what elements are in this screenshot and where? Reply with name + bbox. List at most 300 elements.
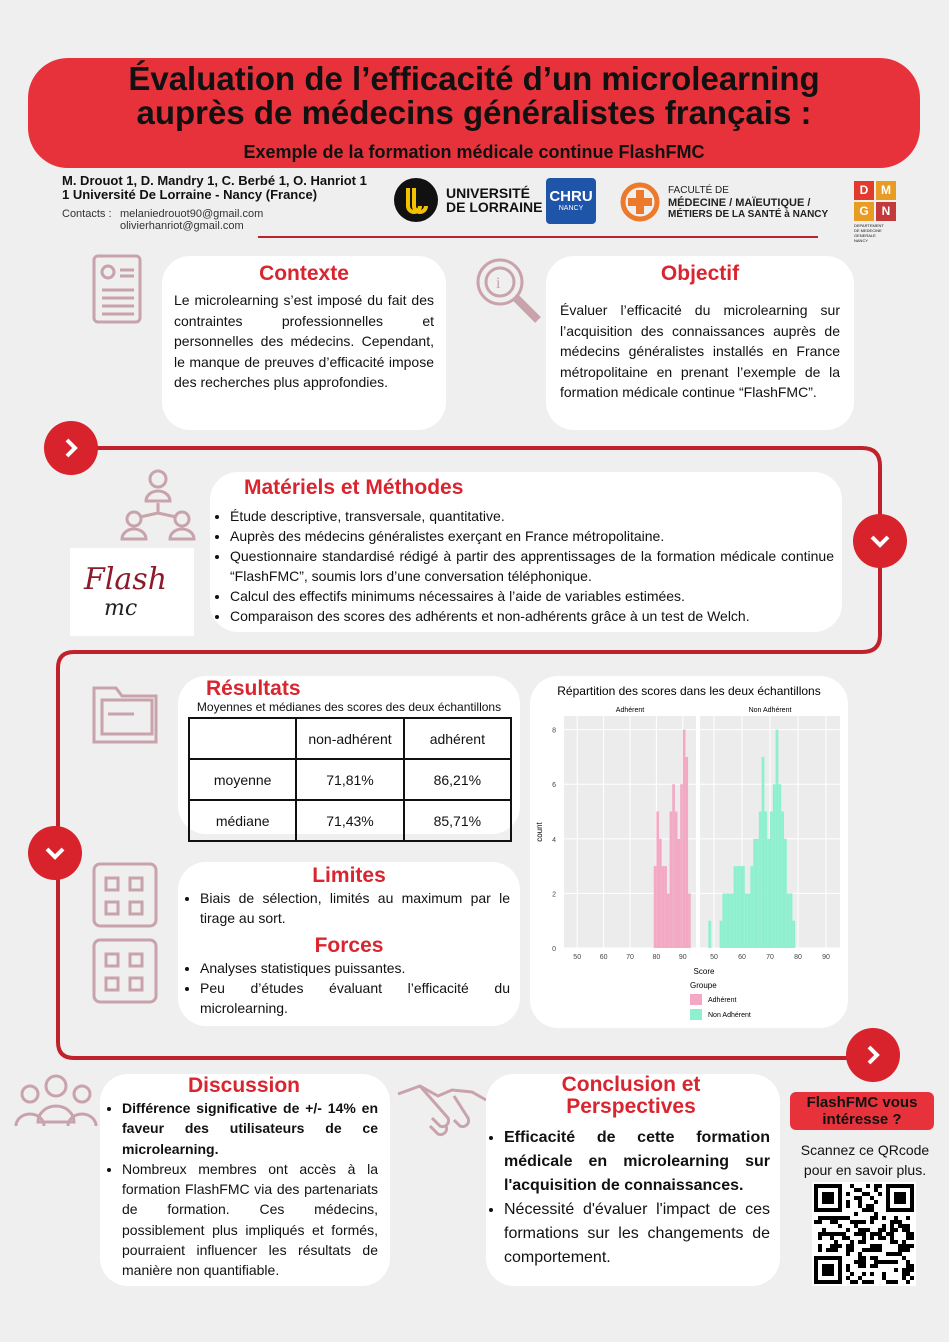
contacts-label: Contacts : [62, 208, 112, 220]
qr-module [826, 1216, 830, 1220]
qr-module [814, 1220, 818, 1224]
qr-module [830, 1232, 834, 1236]
qr-module [854, 1224, 858, 1228]
qr-module [902, 1240, 906, 1244]
dmgn-letter-n: N [876, 202, 896, 221]
qr-module [846, 1244, 850, 1248]
methodes-item: • Auprès des médecins généralistes exerçant en France métropolitaine. [230, 526, 834, 546]
legend-label: Non Adhérent [708, 1012, 751, 1019]
qr-module [838, 1224, 842, 1228]
qr-module [818, 1216, 822, 1220]
qr-module [874, 1200, 878, 1204]
chevron-right-icon [44, 421, 98, 475]
dmgn-letter-m: M [876, 181, 896, 200]
qr-module [846, 1252, 850, 1256]
qr-module [858, 1228, 862, 1232]
histogram-bar [685, 757, 688, 948]
resultats-caption: Moyennes et médianes des scores des deux échantillons [196, 700, 502, 714]
contact-email-2[interactable]: olivierhanriot@gmail.com [120, 220, 244, 232]
y-tick-label: 4 [552, 836, 556, 844]
qr-module [846, 1264, 850, 1268]
qr-module [870, 1204, 874, 1208]
qr-module [818, 1220, 822, 1224]
qr-module [882, 1216, 886, 1220]
qr-module [818, 1244, 822, 1248]
qr-module [890, 1236, 894, 1240]
qr-module [822, 1232, 826, 1236]
qr-module [870, 1216, 874, 1220]
histogram-bar [767, 839, 770, 948]
facet-label: Non Adhérent [748, 707, 792, 714]
qr-module [834, 1232, 838, 1236]
qr-module [850, 1272, 854, 1276]
qr-module [894, 1216, 898, 1220]
qr-module [894, 1252, 898, 1256]
faculty-line-2: MÉDECINE / MAÏEUTIQUE / [668, 197, 811, 209]
qr-code[interactable] [812, 1182, 916, 1286]
limites-forces-card [178, 862, 520, 1026]
conclusion-item: • Nécessité d'évaluer l'impact de ces formations sur les changements de comportement. [504, 1198, 770, 1270]
qr-module [906, 1280, 910, 1284]
histogram-bar [667, 893, 670, 948]
qr-module [854, 1220, 858, 1224]
discussion-item: • Nombreux membres ont accès à la formation FlashFMC via des partenariats de formation. Ces médecins, possiblement plus impliqués et formés, pourraient influencer les résultats de manière non quantifiable. [122, 1159, 378, 1281]
methodes-item: • Calcul des effectifs minimums nécessaires à l’aide de variables estimées. [230, 586, 834, 606]
qr-module [830, 1236, 834, 1240]
qr-module [890, 1232, 894, 1236]
qr-module [858, 1256, 862, 1260]
qr-module [858, 1232, 862, 1236]
qr-module [854, 1260, 858, 1264]
qr-module [862, 1272, 866, 1276]
x-tick-label: 70 [766, 954, 774, 961]
qr-module [834, 1240, 838, 1244]
histogram-bar [662, 866, 665, 948]
qr-module [874, 1260, 878, 1264]
qr-module [878, 1232, 882, 1236]
chart-title: Répartition des scores dans les deux échantillons [557, 684, 821, 698]
qr-module [894, 1228, 898, 1232]
qr-module [870, 1264, 874, 1268]
poster-subtitle: Exemple de la formation médicale continue FlashFMC [243, 142, 705, 162]
qr-module [890, 1280, 894, 1284]
qr-module [906, 1232, 910, 1236]
histogram-bar [670, 812, 673, 948]
dmgn-letter-d: D [854, 181, 874, 200]
x-tick-label: 90 [822, 954, 830, 961]
qr-module [862, 1248, 866, 1252]
qr-module [846, 1216, 850, 1220]
qr-module [858, 1204, 862, 1208]
qr-module [838, 1244, 842, 1248]
histogram-bar [792, 921, 795, 948]
table-corner-cell [189, 718, 296, 759]
table-row-label: moyenne [189, 759, 296, 800]
faculty-line-1: FACULTÉ DE [668, 185, 729, 196]
qr-module [902, 1248, 906, 1252]
ul-logo-line-2: DE LORRAINE [446, 199, 543, 215]
qr-module [890, 1224, 894, 1228]
histogram-bar [672, 784, 675, 948]
qr-text-line-2: pour en savoir plus. [803, 1162, 927, 1178]
conclusion-title-line-2: Perspectives [566, 1095, 696, 1118]
histogram-bar [664, 866, 667, 948]
qr-module [866, 1204, 870, 1208]
histogram-bar [654, 866, 657, 948]
chart-card [530, 676, 848, 1028]
qr-module [854, 1280, 858, 1284]
qr-module [866, 1192, 870, 1196]
qr-module [898, 1220, 902, 1224]
title-line-1: Évaluation de l’efficacité d’un microlearning [128, 60, 820, 97]
qr-module [902, 1244, 906, 1248]
histogram-bar [770, 812, 773, 948]
histogram-bar [745, 893, 748, 948]
qr-module [906, 1228, 910, 1232]
flash-logo-mc: mc [104, 596, 138, 621]
qr-module [854, 1212, 858, 1216]
qr-module [906, 1264, 910, 1268]
y-tick-label: 8 [552, 727, 556, 735]
qr-module [850, 1244, 854, 1248]
qr-module [874, 1256, 878, 1260]
forces-item: • Peu d’études évaluant l’efficacité du microlearning. [200, 978, 510, 1018]
histogram-bar [750, 866, 753, 948]
qr-module [870, 1256, 874, 1260]
qr-module [870, 1248, 874, 1252]
table-cell: 85,71% [404, 800, 511, 841]
qr-module [846, 1192, 850, 1196]
qr-module [878, 1248, 882, 1252]
qr-module [858, 1260, 862, 1264]
document-icon [80, 252, 160, 332]
qr-module [910, 1236, 914, 1240]
contexte-title: Contexte [259, 262, 349, 285]
qr-module [894, 1280, 898, 1284]
discussion-item: • Différence significative de +/- 14% en faveur des utilisateurs de ce microlearning. [122, 1098, 378, 1159]
histogram-bar [708, 921, 711, 948]
histogram-bar [759, 812, 762, 948]
qr-module [858, 1276, 862, 1280]
qr-text [790, 1140, 940, 1180]
limites-title: Limites [312, 864, 386, 887]
table-row-label: médiane [189, 800, 296, 841]
x-tick-label: 50 [573, 954, 582, 961]
histogram-chart [530, 676, 848, 1028]
histogram-bar [720, 921, 723, 948]
chru-logo-text: CHRU [549, 188, 593, 205]
histogram-bar [776, 730, 779, 948]
qr-module [826, 1248, 830, 1252]
qr-module [854, 1196, 858, 1200]
qr-module [910, 1268, 914, 1272]
qr-module [834, 1220, 838, 1224]
qr-module [846, 1204, 850, 1208]
forces-item: • Analyses statistiques puissantes. [200, 958, 510, 978]
qr-module [854, 1232, 858, 1236]
flashfmc-logo [70, 548, 194, 636]
histogram-bar [731, 893, 734, 948]
qr-module [846, 1248, 850, 1252]
limites-item: • Biais de sélection, limités au maximum par le tirage au sort. [200, 888, 510, 928]
methodes-card [210, 472, 842, 632]
qr-module [846, 1268, 850, 1272]
dmgn-sub-2: DE MEDECINE GENERALE [854, 228, 882, 238]
histogram-bar [781, 812, 784, 948]
table-header-row [189, 718, 511, 759]
table-row [189, 759, 511, 800]
qr-module [890, 1252, 894, 1256]
faculty-line-3: MÉTIERS DE LA SANTÉ à NANCY [668, 209, 829, 220]
qr-module [902, 1228, 906, 1232]
qr-module [862, 1236, 866, 1240]
table-header-cell: adhérent [404, 718, 511, 759]
histogram-bar [725, 893, 728, 948]
qr-module [894, 1260, 898, 1264]
histogram-bar [728, 893, 731, 948]
qr-module [906, 1216, 910, 1220]
qr-module [878, 1228, 882, 1232]
x-tick-label: 90 [678, 954, 687, 961]
dmgn-sub-3: NANCY [854, 238, 869, 243]
limites-list [188, 888, 510, 928]
qr-module [890, 1228, 894, 1232]
qr-module [822, 1216, 826, 1220]
qr-module [842, 1236, 846, 1240]
methodes-item: • Questionnaire standardisé rédigé à partir des apprentissages de la formation médicale continue “FlashFMC”, soumis lors d’une conversation téléphonique. [230, 546, 834, 586]
qr-badge [790, 1092, 934, 1130]
qr-module [902, 1224, 906, 1228]
conclusion-title-line-1: Conclusion et [561, 1073, 701, 1096]
qr-module [862, 1220, 866, 1224]
qr-module [870, 1232, 874, 1236]
qr-module [862, 1260, 866, 1264]
x-tick-label: 80 [652, 954, 661, 961]
qr-finder [894, 1192, 906, 1204]
qr-module [898, 1244, 902, 1248]
qr-module [842, 1216, 846, 1220]
x-tick-label: 60 [738, 954, 746, 961]
qr-module [894, 1268, 898, 1272]
checklist-icon [92, 938, 158, 1004]
qr-module [866, 1248, 870, 1252]
table-cell: 71,43% [296, 800, 403, 841]
qr-module [878, 1244, 882, 1248]
histogram-bar [764, 812, 767, 948]
histogram-bar [756, 839, 759, 948]
legend-title: Groupe [690, 981, 717, 990]
qr-module [878, 1260, 882, 1264]
histogram-bar [688, 893, 691, 948]
qr-module [874, 1188, 878, 1192]
handshake-icon [394, 1074, 490, 1144]
histogram-bar [734, 866, 737, 948]
x-axis-label: Score [693, 967, 715, 976]
conclusion-list [492, 1126, 770, 1270]
flash-logo-word: Flash [84, 562, 168, 597]
y-axis-label: count [535, 822, 544, 842]
qr-module [830, 1220, 834, 1224]
qr-module [862, 1256, 866, 1260]
qr-module [870, 1196, 874, 1200]
authors-line: M. Drouot 1, D. Mandry 1, C. Berbé 1, O. Hanriot 1 [62, 173, 367, 188]
qr-module [858, 1188, 862, 1192]
network-people-icon [118, 465, 198, 545]
qr-module [850, 1240, 854, 1244]
forces-title: Forces [314, 934, 384, 957]
histogram-bar [680, 784, 683, 948]
qr-module [862, 1240, 866, 1244]
qr-finder [822, 1264, 834, 1276]
qr-module [870, 1236, 874, 1240]
qr-module [890, 1240, 894, 1244]
histogram-bar [748, 893, 751, 948]
ul-logo-line-1: UNIVERSITÉ [446, 185, 531, 201]
info-magnifier-icon [470, 252, 550, 332]
folder-icon [88, 674, 164, 750]
y-tick-label: 0 [552, 946, 556, 953]
qr-module [858, 1200, 862, 1204]
objectif-card [546, 256, 854, 430]
qr-module [894, 1240, 898, 1244]
svg-text:i: i [496, 275, 501, 292]
qr-module [846, 1228, 850, 1232]
qr-module [858, 1240, 862, 1244]
discussion-list [110, 1098, 378, 1281]
y-tick-label: 6 [552, 782, 556, 790]
qr-module [910, 1244, 914, 1248]
chevron-down-icon [28, 826, 82, 880]
qr-module [846, 1200, 850, 1204]
qr-module [866, 1208, 870, 1212]
table-row [189, 800, 511, 841]
qr-module [846, 1276, 850, 1280]
qr-module [866, 1184, 870, 1188]
histogram-bar [742, 866, 745, 948]
table-cell: 86,21% [404, 759, 511, 800]
histogram-bar [753, 839, 756, 948]
conclusion-card [486, 1074, 780, 1286]
methodes-list [218, 506, 834, 626]
qr-module [850, 1280, 854, 1284]
contexte-text: Le microlearning s’est imposé du fait des contraintes professionnelles et personnelles des médecins. Cependant, le manque de preuves d’efficacité impose des recherches plus approfondies. [174, 292, 434, 390]
qr-module [906, 1268, 910, 1272]
qr-module [818, 1248, 822, 1252]
qr-module [874, 1264, 878, 1268]
qr-module [830, 1244, 834, 1248]
chevron-down-icon [853, 514, 907, 568]
contexte-card [162, 256, 446, 430]
qr-module [886, 1232, 890, 1236]
qr-module [822, 1228, 826, 1232]
qr-module [850, 1184, 854, 1188]
chevron-right-icon [846, 1028, 900, 1082]
qr-module [818, 1236, 822, 1240]
histogram-bar [762, 757, 765, 948]
qr-module [886, 1260, 890, 1264]
histogram-bar [678, 839, 681, 948]
qr-module [898, 1224, 902, 1228]
qr-module [862, 1280, 866, 1284]
qr-module [854, 1188, 858, 1192]
qr-module [874, 1212, 878, 1216]
qr-module [882, 1224, 886, 1228]
title-line-2: auprès de médecins généralistes français : [136, 94, 812, 131]
qr-badge-line-2: intéresse ? [822, 1111, 902, 1128]
qr-module [902, 1256, 906, 1260]
discussion-card [100, 1074, 390, 1286]
objectif-title: Objectif [660, 262, 740, 285]
discussion-title: Discussion [187, 1074, 301, 1097]
qr-module [910, 1276, 914, 1280]
histogram-bar [784, 839, 787, 948]
methodes-item: • Comparaison des scores des adhérents et non-adhérents grâce à un test de Welch. [230, 606, 834, 626]
qr-module [870, 1244, 874, 1248]
qr-module [882, 1260, 886, 1264]
qr-code-graphic [812, 1182, 916, 1286]
results-table [188, 717, 512, 842]
qr-module [882, 1236, 886, 1240]
qr-module [830, 1248, 834, 1252]
histogram-bar [659, 839, 662, 948]
qr-module [862, 1264, 866, 1268]
dmgn-letter-g: G [854, 202, 874, 221]
qr-module [870, 1208, 874, 1212]
qr-module [906, 1236, 910, 1240]
qr-module [902, 1272, 906, 1276]
qr-module [882, 1228, 886, 1232]
qr-module [874, 1216, 878, 1220]
qr-module [838, 1216, 842, 1220]
qr-module [834, 1248, 838, 1252]
qr-module [874, 1248, 878, 1252]
qr-module [870, 1280, 874, 1284]
legend-swatch [690, 1009, 702, 1020]
qr-module [886, 1252, 890, 1256]
qr-module [882, 1272, 886, 1276]
qr-module [906, 1272, 910, 1276]
qr-module [870, 1272, 874, 1276]
chru-logo-sub: NANCY [558, 205, 584, 212]
resultats-card [178, 676, 520, 834]
x-tick-label: 50 [710, 954, 718, 961]
qr-module [890, 1220, 894, 1224]
qr-module [882, 1276, 886, 1280]
qr-module [870, 1220, 874, 1224]
qr-module [830, 1216, 834, 1220]
affiliation-line: 1 Université De Lorraine - Nancy (France) [62, 187, 318, 202]
qr-module [866, 1228, 870, 1232]
qr-module [898, 1248, 902, 1252]
qr-module [858, 1264, 862, 1268]
forces-list [188, 958, 510, 1018]
histogram-bar [736, 866, 739, 948]
facet-label: Adhérent [615, 707, 645, 714]
qr-badge-line-1: FlashFMC vous [806, 1094, 918, 1111]
qr-module [866, 1280, 870, 1284]
qr-module [858, 1196, 862, 1200]
table-header-cell: non-adhérent [296, 718, 403, 759]
qr-module [842, 1232, 846, 1236]
legend-swatch [690, 994, 702, 1005]
legend-label: Adhérent [708, 997, 737, 1004]
qr-module [862, 1228, 866, 1232]
qr-module [886, 1280, 890, 1284]
contact-email-1[interactable]: melaniedrouot90@gmail.com [120, 208, 264, 220]
qr-module [906, 1260, 910, 1264]
methodes-title: Matériels et Méthodes [244, 476, 464, 499]
qr-module [890, 1260, 894, 1264]
